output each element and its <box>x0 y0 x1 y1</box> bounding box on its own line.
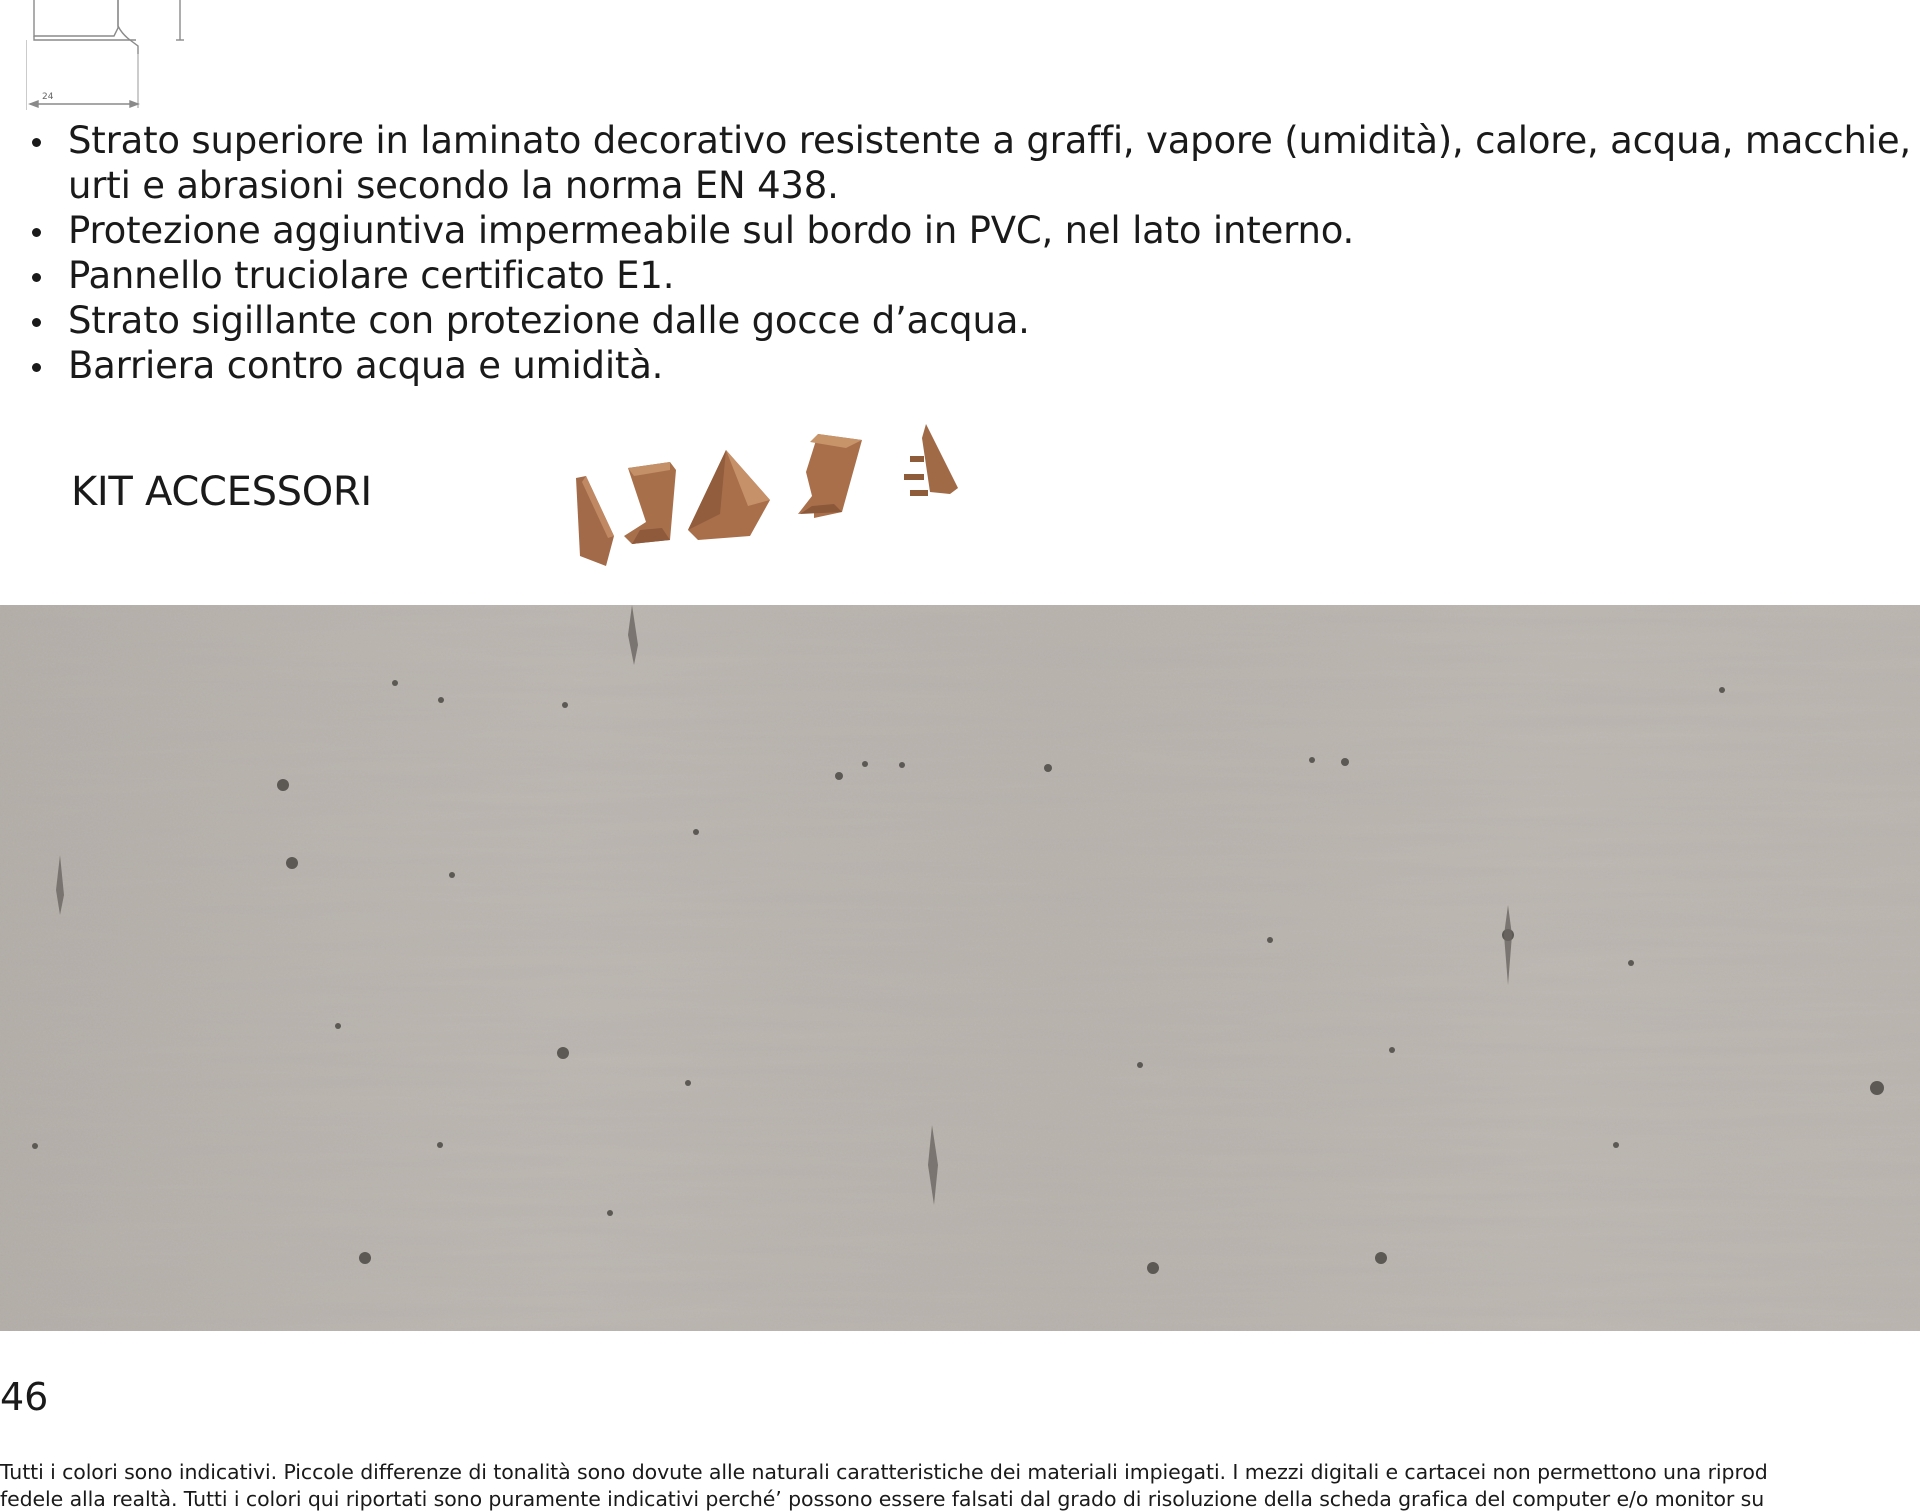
feature-item: Strato sigillante con protezione dalle gocce d’acqua. <box>68 298 1920 343</box>
accessory-pieces-image <box>570 418 970 568</box>
feature-list <box>28 118 1920 388</box>
feature-item: Pannello truciolare certificato E1. <box>68 253 1920 298</box>
profile-technical-drawing <box>26 0 196 112</box>
dimension-label: 24 <box>42 92 54 102</box>
feature-item: Strato superiore in laminato decorativo resistente a graffi, vapore (umidità), calore, acqua, macchie, urti e abrasioni secondo la norma EN 438. <box>68 118 1920 208</box>
accessory-corner-piece-small <box>624 462 676 544</box>
page-number: 46 <box>0 1375 49 1419</box>
kit-accessori-title: KIT ACCESSORI <box>71 469 372 515</box>
color-disclaimer <box>0 1459 1920 1511</box>
accessory-end-cap-left <box>576 476 614 566</box>
disclaimer-line: fedele alla realtà. Tutti i colori qui riportati sono puramente indicativi perché’ possono essere falsati dal grado di risoluzione della scheda grafica del computer e/o monitor su <box>0 1487 1765 1511</box>
accessory-end-cap-right <box>904 424 958 496</box>
accessory-corner-piece-angled <box>798 434 862 518</box>
feature-item: Barriera contro acqua e umidità. <box>68 343 1920 388</box>
disclaimer-line: Tutti i colori sono indicativi. Piccole differenze di tonalità sono dovute alle naturali caratteristiche dei materiali impiegati. I mezzi digitali e cartacei non permettono una riprod <box>0 1460 1768 1484</box>
feature-item: Protezione aggiuntiva impermeabile sul bordo in PVC, nel lato interno. <box>68 208 1920 253</box>
material-texture-sample <box>0 605 1920 1331</box>
accessory-corner-piece-large <box>688 450 770 540</box>
